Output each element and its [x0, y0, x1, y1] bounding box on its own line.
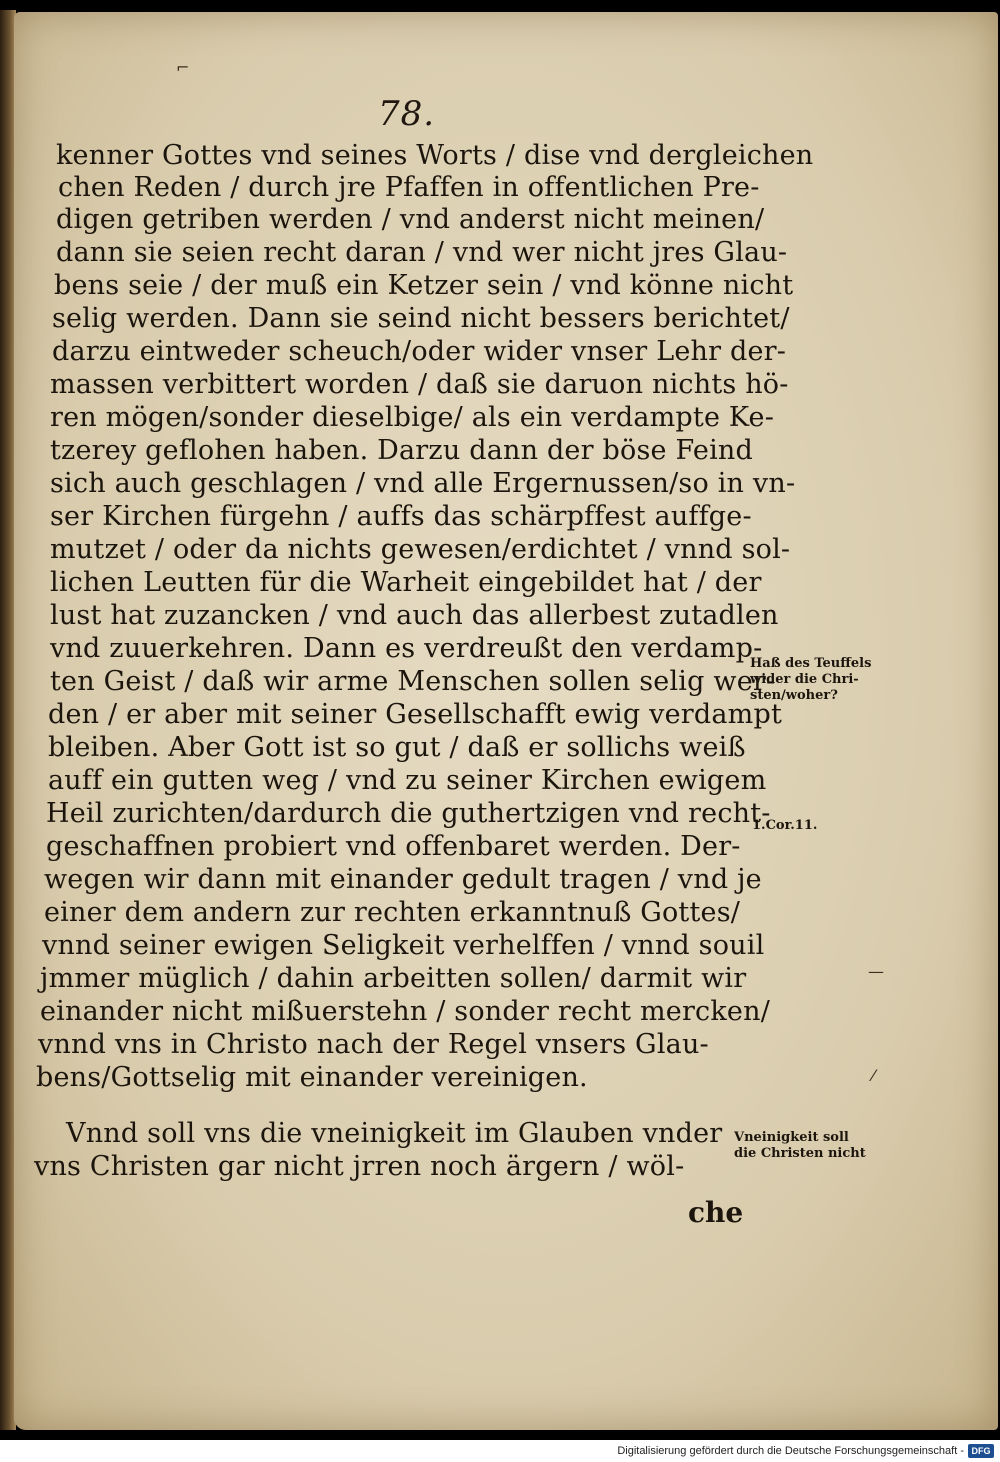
ink-mark: —: [868, 962, 884, 981]
text-line: vns Christen gar nicht jrren noch ärgern / wöl-: [34, 1151, 685, 1182]
marginal-note: [734, 1130, 866, 1162]
text-line: lust hat zuzancken / vnd auch das allerbest zutadlen: [50, 600, 779, 631]
text-line: bens seie / der muß ein Ketzer sein / vnd könne nicht: [54, 270, 794, 301]
text-line: selig werden. Dann sie seind nicht bessers berichtet/: [52, 303, 790, 334]
text-line: massen verbittert worden / daß sie daruon nichts hö-: [50, 369, 789, 400]
text-line: ten Geist / daß wir arme Menschen sollen selig wer-: [50, 666, 776, 697]
text-line: darzu eintweder scheuch/oder wider vnser Lehr der-: [52, 336, 787, 367]
text-line: auff ein gutten weg / vnd zu seiner Kirchen ewigem: [48, 765, 767, 796]
dfg-logo: DFG: [968, 1444, 994, 1458]
text-line: chen Reden / durch jre Pfaffen in offentlichen Pre-: [58, 172, 760, 203]
text-line: digen getriben werden / vnd anderst nicht meinen/: [56, 204, 765, 235]
text-line: einander nicht mißuerstehn / sonder recht mercken/: [40, 996, 770, 1027]
text-line: lichen Leutten für die Warheit eingebildet hat / der: [50, 567, 762, 598]
text-line: einer dem andern zur rechten erkanntnuß Gottes/: [44, 897, 741, 928]
text-line: jmmer müglich / dahin arbeitten sollen/ darmit wir: [40, 963, 747, 994]
catchword: che: [688, 1196, 744, 1229]
marginal-note-line: sten/woher?: [750, 688, 838, 703]
marginal-note-reference: 1.Cor.11.: [752, 818, 818, 833]
text-line: Heil zurichten/dardurch die guthertzigen vnd recht-: [46, 798, 771, 829]
ink-mark: ⌐: [176, 58, 190, 77]
text-line: bleiben. Aber Gott ist so gut / daß er sollichs weiß: [48, 732, 746, 763]
text-line: kenner Gottes vnd seines Worts / dise vnd dergleichen: [56, 140, 814, 171]
text-line: ser Kirchen fürgehn / auffs das schärpffest auffge-: [50, 501, 752, 532]
text-line: wegen wir dann mit einander gedult tragen / vnd je: [44, 864, 762, 895]
marginal-note-line: wider die Chri-: [750, 672, 859, 687]
ink-mark: ⁄: [872, 1066, 875, 1085]
text-line: bens/Gottselig mit einander vereinigen.: [36, 1062, 588, 1093]
text-line: mutzet / oder da nichts gewesen/erdichtet / vnnd sol-: [50, 534, 791, 565]
marginal-note-line: Haß des Teuffels: [750, 656, 872, 671]
text-line: dann sie seien recht daran / vnd wer nicht jres Glau-: [56, 237, 788, 268]
text-line: geschaffnen probiert vnd offenbaret werden. Der-: [46, 831, 741, 862]
funding-credit: Digitalisierung gefördert durch die Deutsche Forschungsgemeinschaft -: [617, 1445, 964, 1457]
text-line: sich auch geschlagen / vnd alle Ergernussen/so in vn-: [50, 468, 796, 499]
text-line: vnd zuuerkehren. Dann es verdreußt den verdamp-: [50, 633, 763, 664]
text-line: ren mögen/sonder dieselbige/ als ein verdampte Ke-: [50, 402, 775, 433]
marginal-note: [750, 656, 871, 704]
text-line: vnnd seiner ewigen Seligkeit verhelffen / vnnd souil: [42, 930, 765, 961]
text-line: den / er aber mit seiner Gesellschafft ewig verdampt: [48, 699, 783, 730]
text-line: Vnnd soll vns die vneinigkeit im Glauben vnder: [66, 1118, 723, 1149]
text-line: tzerey geflohen haben. Darzu dann der böse Feind: [50, 435, 754, 466]
page-number: 78.: [378, 94, 436, 134]
marginal-note-line: Vneinigkeit soll: [734, 1130, 849, 1145]
marginal-note-line: die Christen nicht: [734, 1146, 866, 1161]
text-line: vnnd vns in Christo nach der Regel vnsers Glau-: [38, 1029, 709, 1060]
